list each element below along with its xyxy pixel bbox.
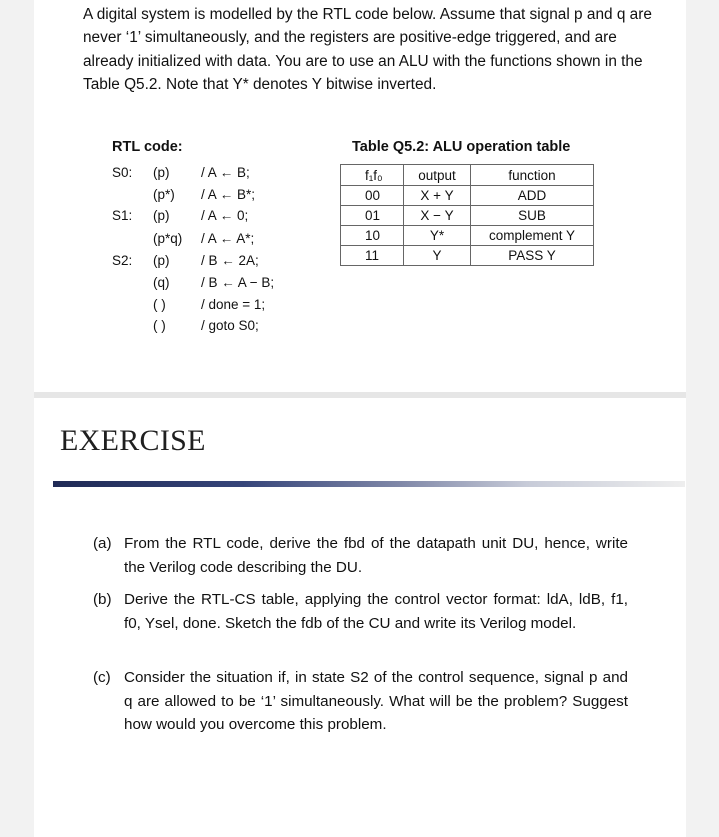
question-b	[93, 588, 628, 635]
rtl-condition: (p)	[153, 253, 170, 268]
table-cell: 00	[341, 186, 404, 206]
rtl-condition: (p*)	[153, 187, 175, 202]
question-text: From the RTL code, derive the fbd of the datapath unit DU, hence, write the Verilog code describing the DU.	[124, 535, 628, 576]
rtl-action: / A ← A*;	[201, 231, 255, 246]
rtl-action: / A ← B;	[201, 165, 250, 180]
question-label: (a)	[93, 535, 112, 552]
table-header-row	[341, 165, 594, 186]
table-cell: Y*	[404, 226, 471, 246]
table-row	[341, 186, 594, 206]
table-cell: 01	[341, 206, 404, 226]
rtl-action: / goto S0;	[201, 318, 259, 333]
rtl-title: RTL code:	[112, 139, 183, 155]
rtl-action: / A ← 0;	[201, 208, 249, 223]
rtl-action: / A ← B*;	[201, 187, 256, 202]
rtl-state: S2:	[112, 253, 133, 268]
question-text: Derive the RTL-CS table, applying the control vector format: ldA, ldB, f1, f0, Ysel, done. Sketch the fdb of the CU and write its Verilog model.	[124, 591, 628, 632]
table-cell: complement Y	[471, 226, 594, 246]
table-header-cell: function	[471, 165, 594, 186]
rtl-condition: (p)	[153, 165, 170, 180]
table-cell: X + Y	[404, 186, 471, 206]
question-label: (c)	[93, 669, 111, 686]
table-row	[341, 226, 594, 246]
rtl-state: S0:	[112, 165, 133, 180]
alu-table-title: Table Q5.2: ALU operation table	[352, 139, 571, 155]
table-cell: 11	[341, 246, 404, 266]
table-row	[341, 246, 594, 266]
rtl-action: / done = 1;	[201, 297, 266, 312]
table-cell: Y	[404, 246, 471, 266]
question-label: (b)	[93, 591, 112, 608]
question-text: Consider the situation if, in state S2 of the control sequence, signal p and q are allowed to be ‘1’ simultaneously. What will be the problem? Suggest how would you overcome this problem.	[124, 669, 628, 733]
rtl-condition: ( )	[153, 318, 166, 333]
table-header-cell: f₁f₀	[341, 165, 404, 186]
table-cell: 10	[341, 226, 404, 246]
table-row	[341, 206, 594, 226]
alu-table	[340, 164, 594, 266]
rtl-state: S1:	[112, 208, 133, 223]
rtl-action: / B ← 2A;	[201, 253, 259, 268]
table-cell: SUB	[471, 206, 594, 226]
rtl-condition: (q)	[153, 275, 170, 290]
table-header-cell: output	[404, 165, 471, 186]
exercise-title: EXERCISE	[60, 424, 206, 457]
rtl-action: / B ← A − B;	[201, 275, 275, 290]
question-c	[93, 666, 628, 737]
title-underline-bar	[53, 481, 685, 487]
question-a	[93, 532, 628, 579]
table-cell: X − Y	[404, 206, 471, 226]
intro-paragraph: A digital system is modelled by the RTL code below. Assume that signal p and q are never ‘1’ simultaneously, and the registers are positive-edge triggered, and are already initialized with data. You are to use an ALU with the functions shown in the Table Q5.2. Note that Y* denotes Y bitwise inverted.	[83, 6, 652, 93]
table-cell: PASS Y	[471, 246, 594, 266]
rtl-condition: (p)	[153, 208, 170, 223]
rtl-condition: ( )	[153, 297, 166, 312]
table-cell: ADD	[471, 186, 594, 206]
rtl-condition: (p*q)	[153, 231, 183, 246]
